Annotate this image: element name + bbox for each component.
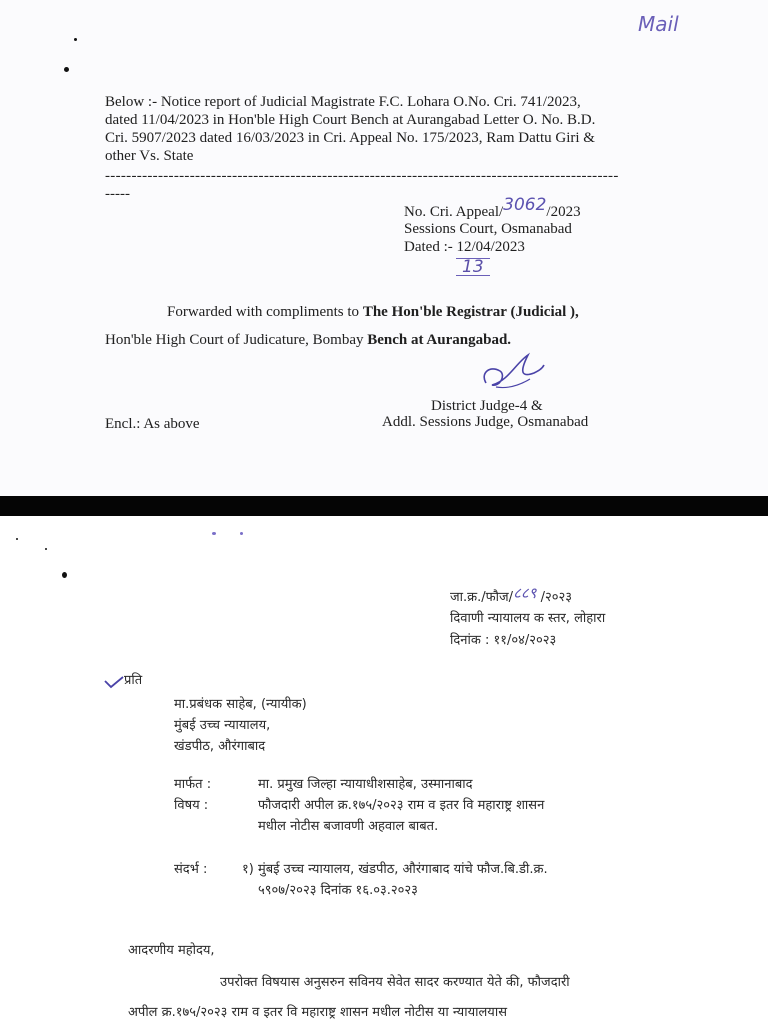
subject-label: विषय : [174, 798, 209, 813]
forward-prefix: Forwarded with compliments to [167, 304, 363, 320]
addressee-line-1: मा.प्रबंधक साहेब, (न्यायीक) [174, 697, 307, 712]
below-line-2: dated 11/04/2023 in Hon'ble High Court Bench at Aurangabad Letter O. No. B.D. [105, 112, 596, 128]
via-value: मा. प्रमुख जिल्हा न्यायाधीशसाहेब, उस्मानाबाद [258, 777, 473, 792]
subject-line-1: फौजदारी अपील क्र.१७५/२०२३ राम व इतर वि महाराष्ट्र शासन [258, 798, 545, 813]
punch-mark [64, 67, 69, 72]
addressee-line-2: मुंबई उच्च न्यायालय, [174, 718, 271, 733]
forward-bench: Bench at Aurangabad. [367, 332, 512, 348]
enclosure-line: Encl.: As above [105, 416, 200, 432]
scan-speck [74, 38, 77, 41]
via-label: मार्फत : [174, 777, 212, 792]
letter-ref-handwritten: ८८९ [513, 584, 537, 602]
below-line-1: Below :- Notice report of Judicial Magistrate F.C. Lohara O.No. Cri. 741/2023, [105, 94, 581, 110]
letter-date: दिनांक : ११/०४/२०२३ [450, 633, 557, 648]
appeal-reference-prefix: No. Cri. Appeal/ [404, 204, 504, 220]
check-mark-icon [103, 675, 125, 689]
salutation: आदरणीय महोदय, [128, 943, 215, 958]
letter-to-label: प्रति [124, 673, 143, 688]
marathi-letter-sheet [0, 516, 768, 1024]
scan-speck [16, 538, 18, 540]
signatory-line-1: District Judge-4 & [431, 398, 543, 414]
appeal-number-handwritten: 3062 [503, 195, 547, 215]
handwritten-stamp-number: 13 [456, 258, 490, 276]
reference-label: संदर्भ : [174, 862, 208, 877]
signatory-line-2: Addl. Sessions Judge, Osmanabad [382, 414, 589, 430]
ink-speck [212, 532, 216, 535]
forwarding-notice-sheet [0, 0, 768, 508]
letter-ref-prefix: जा.क्र./फौज/ [450, 590, 514, 605]
letter-ref-suffix: /२०२३ [536, 590, 573, 605]
forward-line-2 [105, 331, 511, 350]
dash-separator: ------------------------------------------------------------------------------------------------- [105, 168, 619, 184]
mail-handwritten-note: Mail [638, 12, 679, 36]
reference-line-2: ५९०७/२०२३ दिनांक १६.०३.२०२३ [258, 883, 418, 898]
punch-mark [62, 572, 67, 578]
reference-line-1: १) मुंबई उच्च न्यायालय, खंडपीठ, औरंगाबाद यांचे फौज.बि.डी.क्र. [242, 862, 548, 877]
subject-line-2: मधील नोटीस बजावणी अहवाल बाबत. [258, 819, 439, 834]
scan-speck [45, 548, 47, 550]
scan-gap-band [0, 496, 768, 516]
appeal-reference [404, 195, 581, 222]
forward-line-2-prefix: Hon'ble High Court of Judicature, Bombay [105, 332, 368, 348]
letter-court: दिवाणी न्यायालय क स्तर, लोहारा [450, 611, 606, 626]
dash-separator-tail: ----- [105, 186, 130, 202]
sessions-court-line: Sessions Court, Osmanabad [404, 221, 572, 237]
body-line-1: उपरोक्त विषयास अनुसरुन सविनय सेवेत सादर करण्यात येते की, फौजदारी [220, 975, 570, 990]
addressee-line-3: खंडपीठ, औरंगाबाद [174, 739, 266, 754]
forward-registrar: The Hon'ble Registrar (Judicial ), [362, 304, 579, 320]
below-line-3: Cri. 5907/2023 dated 16/03/2023 in Cri. Appeal No. 175/2023, Ram Dattu Giri & [105, 130, 595, 146]
forward-line-1 [167, 303, 579, 322]
ink-speck [240, 532, 243, 535]
appeal-reference-suffix: /2023 [546, 204, 581, 220]
body-line-2: अपील क्र.१७५/२०२३ राम व इतर वि महाराष्ट्र शासन मधील नोटीस या न्यायालयास [128, 1005, 507, 1020]
letter-ref-number [450, 585, 572, 609]
dated-line: Dated :- 12/04/2023 [404, 239, 525, 255]
below-line-4: other Vs. State [105, 148, 194, 164]
judge-signature [478, 343, 548, 395]
